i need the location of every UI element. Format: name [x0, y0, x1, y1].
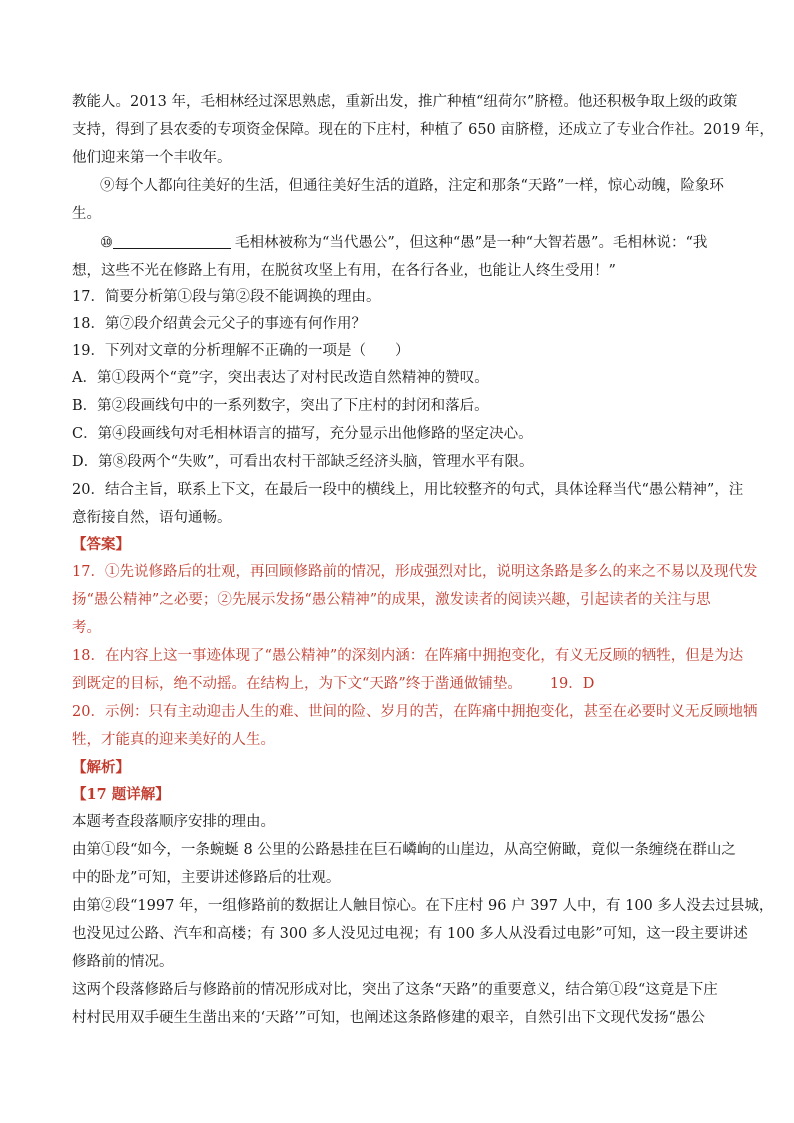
paragraph-9-line-1: ⑨每个人都向往美好的生活，但通往美好生活的道路，注定和那条“天路”一样，惊心动魄，险象环 — [100, 178, 724, 194]
answer-18-text: 到既定的目标，绝不动摇。在结构上，为下文“天路”终于凿通做铺垫。 — [72, 676, 522, 692]
question-19: 19．下列对文章的分析理解不正确的一项是（ ） — [72, 343, 410, 359]
answer-17-line-3: 考。 — [72, 620, 101, 636]
question-19-option-a: A．第①段两个“竟”字，突出表达了对村民改造自然精神的赞叹。 — [72, 370, 489, 386]
answer-17-line-1: 17．①先说修路后的壮观，再回顾修路前的情况，形成强烈对比，说明这条路是多么的来之不易以及现代发 — [72, 564, 758, 580]
paragraph-10-line-1 — [100, 233, 732, 253]
paragraph-8-line-3: 他们迎来第一个丰收年。 — [72, 150, 232, 166]
question-19-option-c: C．第④段画线句对毛相林语言的描写，充分显示出他修路的坚定决心。 — [72, 426, 533, 442]
answer-heading: 【答案】 — [72, 536, 130, 553]
paragraph-10-text: 毛相林被称为“当代愚公”，但这种“愚”是一种“大智若愚”。毛相林说：“我 — [235, 235, 708, 251]
analysis-line-8: 村村民用双手硬生生凿出来的‘天路’”可知，也阐述这条路修建的艰辛，自然引出下文现代发扬“愚公 — [72, 1010, 706, 1026]
answer-20-line-1: 20．示例：只有主动迎击人生的难、世间的险、岁月的苦，在阵痛中拥抱变化，甚至在必要时义无反顾地牺 — [72, 704, 758, 720]
analysis-line-3: 中的卧龙”可知，主要讲述修路后的壮观。 — [72, 870, 341, 886]
analysis-line-4: 由第②段“1997 年，一组修路前的数据让人触目惊心。在下庄村 96 户 397 人中，有 100 多人没去过县城， — [72, 898, 774, 914]
paragraph-9-line-2: 生。 — [72, 206, 101, 222]
answer-18-line-1: 18．在内容上这一事迹体现了“愚公精神”的深刻内涵：在阵痛中拥抱变化，有义无反顾的牺牲，但是为达 — [72, 648, 744, 664]
analysis-line-5: 也没见过公路、汽车和高楼；有 300 多人没见过电视；有 100 多人从没看过电影”可知，这一段主要讲述 — [72, 926, 748, 942]
paragraph-10-number: ⑩ — [100, 235, 113, 251]
answer-17-line-2: 扬“愚公精神”之必要；②先展示发扬“愚公精神”的成果，激发读者的阅读兴趣，引起读者的关注与思 — [72, 592, 711, 608]
question-19-option-b: B．第②段画线句中的一系列数字，突出了下庄村的封闭和落后。 — [72, 398, 489, 414]
question-20-line-2: 意衔接自然，语句通畅。 — [72, 510, 232, 526]
analysis-17-heading: 【17 题详解】 — [72, 786, 170, 803]
question-18: 18．第⑦段介绍黄会元父子的事迹有何作用？ — [72, 316, 366, 332]
answer-18-line-2 — [72, 674, 732, 694]
paragraph-10-line-2: 想，这些不光在修路上有用，在脱贫攻坚上有用，在各行各业，也能让人终生受用！” — [72, 263, 616, 279]
answer-19: 19．D — [549, 676, 595, 692]
question-17: 17．简要分析第①段与第②段不能调换的理由。 — [72, 289, 381, 305]
analysis-line-6: 修路前的情况。 — [72, 954, 174, 970]
fill-in-blank-line — [113, 234, 231, 249]
question-19-option-d: D．第⑧段两个“失败”，可看出农村干部缺乏经济头脑，管理水平有限。 — [72, 454, 534, 470]
answer-20-line-2: 牲，才能真的迎来美好的人生。 — [72, 732, 275, 748]
analysis-line-2: 由第①段“如今，一条蜿蜒 8 公里的公路悬挂在巨石嶙峋的山崖边，从高空俯瞰，竟似一条缠绕在群山之 — [72, 842, 736, 858]
analysis-heading: 【解析】 — [72, 759, 130, 776]
analysis-line-7: 这两个段落修路后与修路前的情况形成对比，突出了这条“天路”的重要意义，结合第①段“这竟是下庄 — [72, 982, 718, 998]
paragraph-8-line-1: 教能人。2013 年，毛相林经过深思熟虑，重新出发，推广种植“纽荷尔”脐橙。他还积极争取上级的政策 — [72, 94, 738, 110]
paragraph-8-line-2: 支持，得到了县农委的专项资金保障。现在的下庄村，种植了 650 亩脐橙，还成立了专业合作社。2019 年， — [72, 122, 774, 138]
analysis-line-1: 本题考查段落顺序安排的理由。 — [72, 814, 275, 830]
question-20-line-1: 20．结合主旨，联系上下文，在最后一段中的横线上，用比较整齐的句式，具体诠释当代“愚公精神”，注 — [72, 482, 744, 498]
